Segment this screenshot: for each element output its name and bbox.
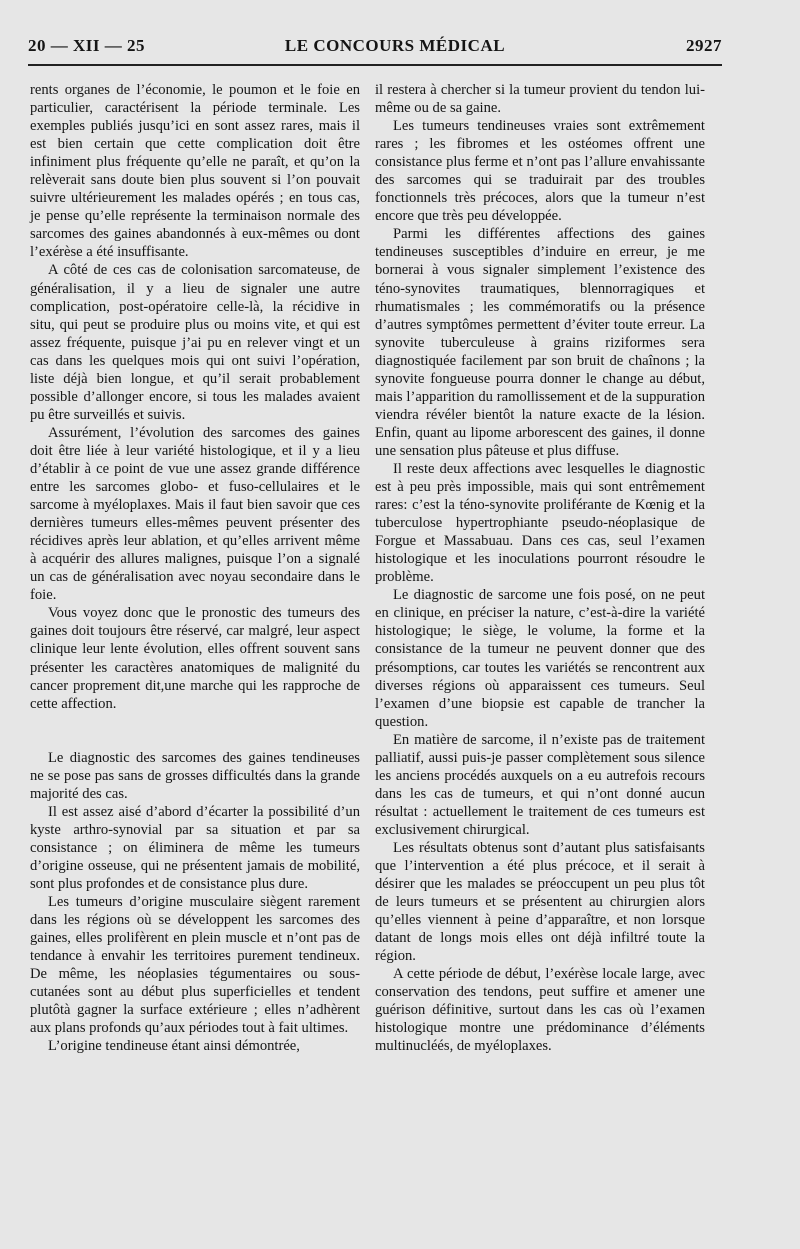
paragraph: A cette période de début, l’exérèse locale large, avec conservation des tendons, peut suffire et amener une guérison définitive, surtout dans les cas où l’examen histologique montre une prédominance d’éléments multinucléés, de myéloplaxes. — [375, 966, 705, 1055]
page-number: 2927 — [686, 36, 722, 55]
paragraph: Les tumeurs d’origine musculaire siègent rarement dans les régions où se développent les sarcomes des gaines, elles prolifèrent en plein muscle et n’ont pas de tendance à envahir les territoires purement tendineux. De même, les néoplasies tégumentaires ou sous-cutanées sont au début plus superficielles et tendent plutôtà gagner la surface extérieure ; elles n’adhèrent aux plans profonds qu’aux périodes tout à fait ultimes. — [30, 894, 360, 1037]
header-rule — [28, 64, 722, 66]
paragraph: rents organes de l’économie, le poumon et le foie en particulier, caractérisent la période terminale. Les exemples publiés jusqu’ici en sont assez rares, mais il est bien certain que cette complication doit être infiniment plus fréquente qu’elle ne paraît, et qu’on la relèverait sans doute bien plus souvent si l’on pouvait suivre ultérieurement les malades opérés ; en tous cas, je pense qu’elle représente la terminaison normale des sarcomes des gaines abandonnés à eux-mêmes ou dont l’exérèse a été insuffisante. — [30, 82, 360, 261]
paragraph: Le diagnostic de sarcome une fois posé, on ne peut en clinique, en préciser la nature, c’est-à-dire la variété histologique; le siège, le volume, la forme et la consistance de la tumeur ne peuvent donner que des présomptions, car toutes les variétés se rencontrent aux diverses régions où apparaissent ces tumeurs. Seul l’examen d’une biopsie est capable de trancher la question. — [375, 587, 705, 730]
page-header — [28, 36, 722, 62]
paragraph: A côté de ces cas de colonisation sarcomateuse, de généralisation, il y a lieu de signaler une autre complication, post-opératoire celle-là, la récidive in situ, qui peut se produire plus ou moins vite, et qui est assez fréquente, puisque j’ai pu en relever vingt et un cas dans les quelques mois qui ont suivi l’opération, liste déjà bien longue, et qu’il serait probablement possible d’allonger encore, si tous les malades avaient pu être surveillés et suivis. — [30, 262, 360, 423]
paragraph: Assurément, l’évolution des sarcomes des gaines doit être liée à leur variété histologique, et il y a lieu d’établir à ce point de vue une assez grande différence entre les sarcomes globo- et fuso-cellulaires et le sarcome à myéloplaxes. Mais il faut bien savoir que ces dernières tumeurs elles-mêmes peuvent présenter des récidives après leur ablation, et qu’elles arrivent même à acquérir des allures malignes, puisque l’on a signalé un cas de généralisation avec noyau secondaire dans le foie. — [30, 424, 360, 604]
paragraph: Vous voyez donc que le pronostic des tumeurs des gaines doit toujours être réservé, car malgré, leur aspect clinique leur lente évolution, elles offrent souvent sans présenter les caractères anatomiques de malignité du cancer proprement dit,une marche qui les rapproche de cette affection. — [30, 605, 360, 712]
right-column — [375, 81, 705, 1056]
issue-date: 20 — XII — 25 — [28, 36, 146, 55]
paragraph: Les résultats obtenus sont d’autant plus satisfaisants que l’intervention a été plus précoce, et il serait à désirer que les malades se préoccupent un peu plus tôt de leurs tumeurs et se présentent au chirurgien alors qu’elles viennent à peine d’apparaître, et non lorsque datant de longs mois elles ont déjà infiltré toute la région. — [375, 839, 705, 965]
paragraph: L’origine tendineuse étant ainsi démontrée, — [48, 1038, 300, 1055]
paragraph: Il est assez aisé d’abord d’écarter la possibilité d’un kyste arthro-synovial par sa situation et par sa consistance ; on éliminera de même les tumeurs d’origine osseuse, qui ne présentent jamais de mobilité, sont plus profondes et de consistance plus dure. — [30, 803, 360, 892]
left-column — [30, 81, 360, 1055]
paragraph: Il reste deux affections avec lesquelles le diagnostic est à peu près impossible, mais qui sont entrêmement rares: c’est la téno-synovite proliférante de Kœnig et la tuberculose hypertrophiante pseudo-néoplasique de Forgue et Massabuau. Dans ces cas, seul l’examen histologique et les inoculations pourront résoudre le problème. — [375, 460, 705, 586]
journal-title: LE CONCOURS MÉDICAL — [284, 36, 506, 55]
paragraph: Les tumeurs tendineuses vraies sont extrêmement rares ; les fibromes et les ostéomes offrent une consistance plus ferme et n’ont pas l’allure envahissante des sarcomes qui se traduirait par des troubles fonctionnels très précoces, alors que la tumeur n’est encore que très peu développée. — [375, 118, 705, 225]
paragraph: Le diagnostic des sarcomes des gaines tendineuses ne se pose pas sans de grosses difficultés dans la grande majorité des cas. — [30, 749, 360, 802]
paragraph: Parmi les différentes affections des gaines tendineuses susceptibles d’induire en erreur, je me bornerai à vous signaler simplement l’existence des téno-synovites traumatiques, blennorragiques et rhumatismales ; les commémoratifs ou la présence d’autres symptômes permettent d’éviter toute erreur. La synovite tuberculeuse à grains riziformes sera diagnostiquée facilement par son bruit de chaînons ; la synovite fongueuse pourra donner le change au début, mais l’apparition du ramollissement et de la suppuration viendra révéler bientôt la nature exacte de la lésion. Enfin, quant au lipome arborescent des gaines, il donne une sensation plus pâteuse et plus diffuse. — [375, 226, 705, 459]
paragraph: En matière de sarcome, il n’existe pas de traitement palliatif, aussi puis-je passer complètement sous silence les anciens procédés auxquels on a eu autrefois recours dans les cas de tumeurs, et qui n’ont donné aucun résultat : actuellement le traitement de ces tumeurs est exclusivement chirurgical. — [375, 731, 705, 838]
paragraph: il restera à chercher si la tumeur provient du tendon lui-même ou de sa gaine. — [375, 82, 705, 117]
